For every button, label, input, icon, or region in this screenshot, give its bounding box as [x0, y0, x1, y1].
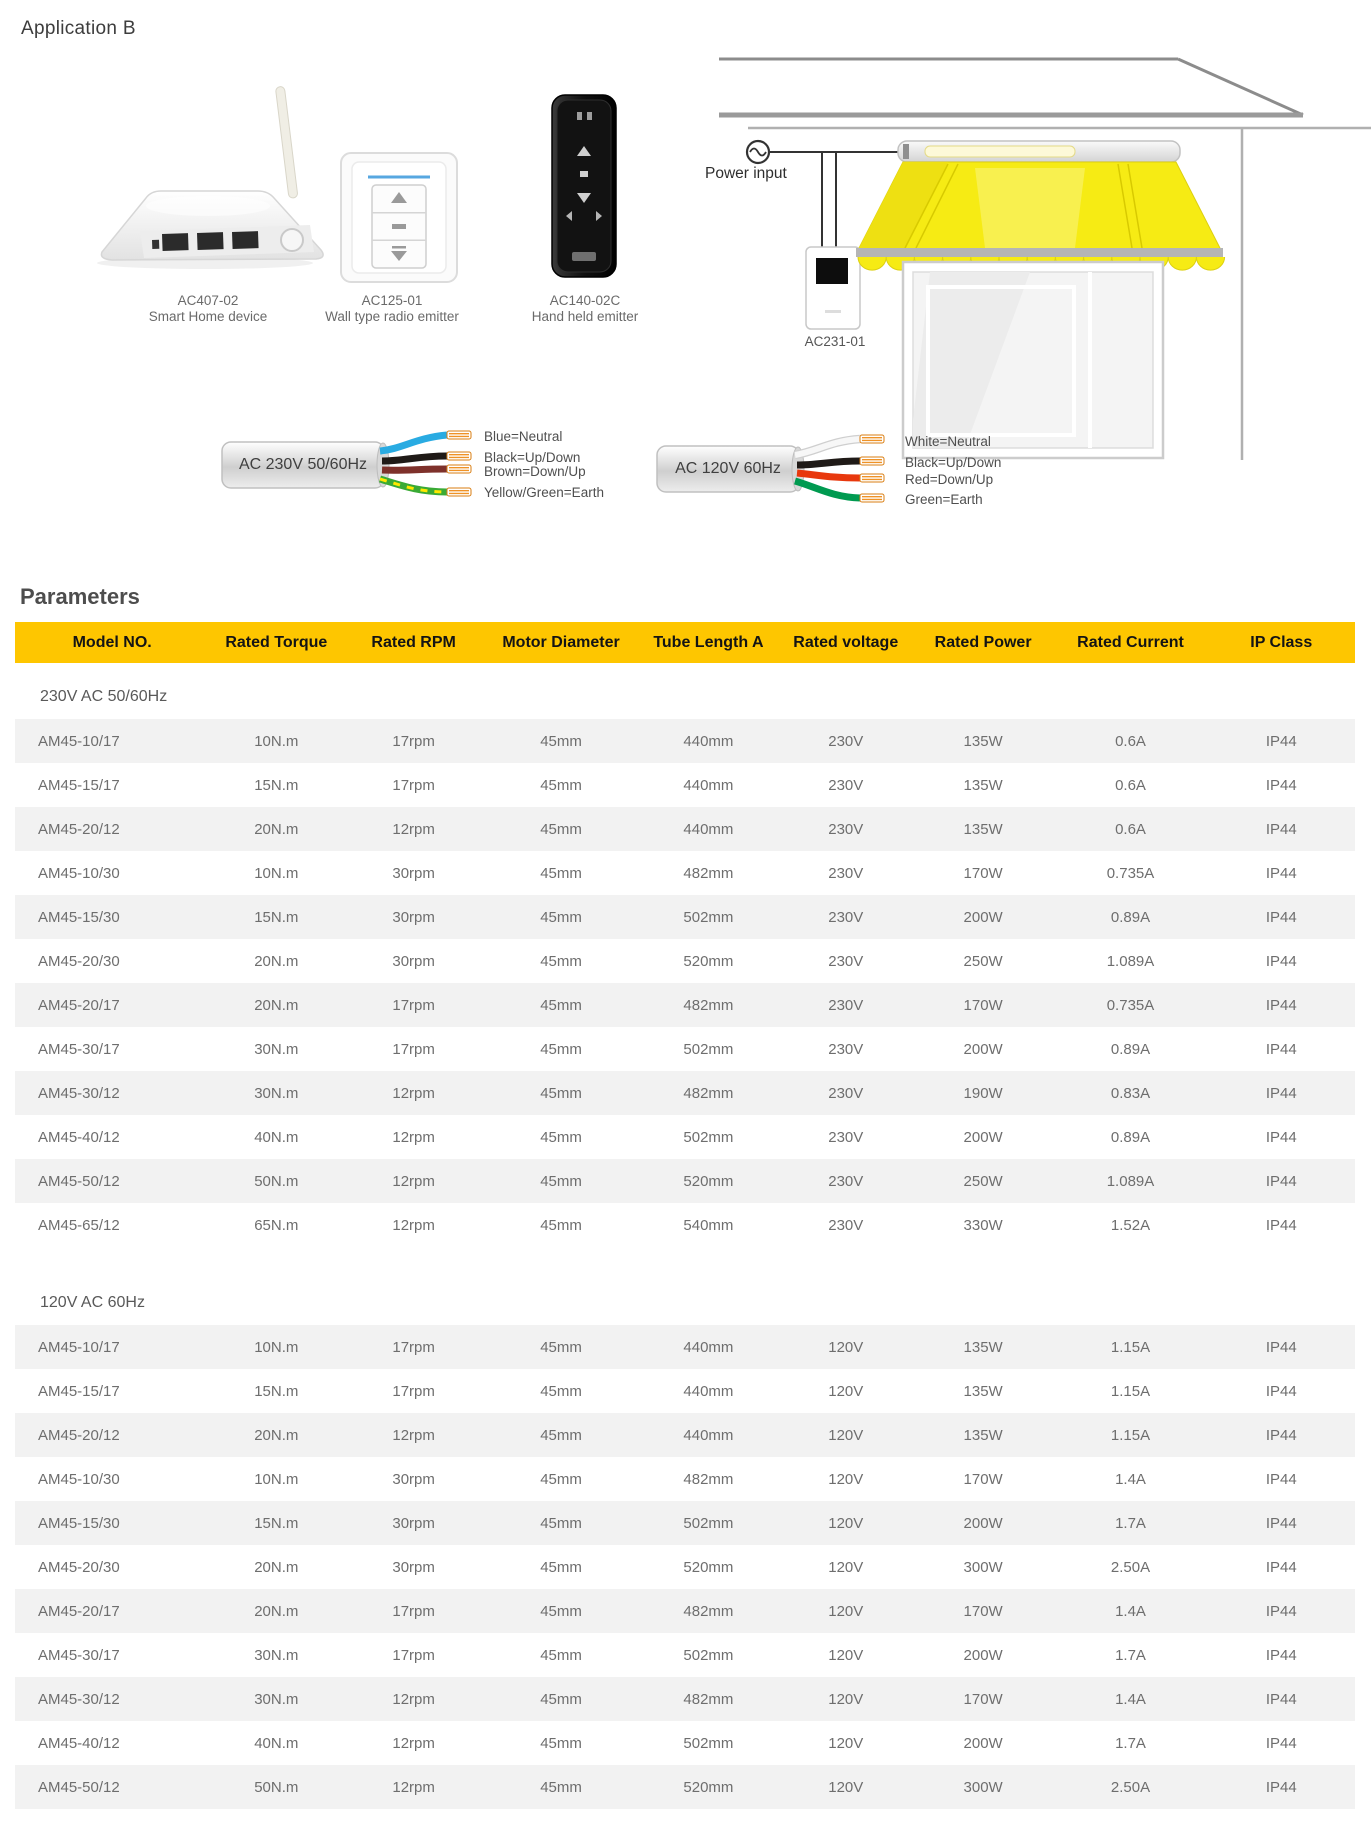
table-cell: 20N.m	[254, 820, 299, 838]
column-header: IP Class	[1250, 633, 1313, 651]
parameters-title: Parameters	[20, 584, 140, 609]
table-cell: 2.50A	[1110, 1778, 1151, 1796]
table-cell: 120V	[828, 1734, 864, 1752]
front-bar	[856, 248, 1223, 257]
table-cell: 200W	[963, 1514, 1003, 1532]
table-cell: 12rpm	[392, 1778, 435, 1796]
table-cell: 1.4A	[1115, 1602, 1146, 1620]
table-cell: 250W	[963, 952, 1003, 970]
table-row	[15, 895, 1355, 939]
table-cell: 30rpm	[392, 1558, 435, 1576]
table-cell: 45mm	[540, 1778, 582, 1796]
table-cell: IP44	[1265, 1128, 1297, 1146]
table-cell: 230V	[828, 776, 864, 794]
table-cell: 30N.m	[254, 1646, 299, 1664]
table-cell: 45mm	[540, 1084, 582, 1102]
table-cell: AM45-40/12	[38, 1734, 120, 1752]
table-row	[15, 1765, 1355, 1809]
table-cell: 230V	[828, 952, 864, 970]
table-cell: 30rpm	[392, 1514, 435, 1532]
table-cell: 30N.m	[254, 1040, 299, 1058]
table-cell: AM45-65/12	[38, 1216, 120, 1234]
table-cell: 20N.m	[254, 996, 299, 1014]
table-cell: 30rpm	[392, 952, 435, 970]
table-cell: 30rpm	[392, 1470, 435, 1488]
table-cell: IP44	[1265, 1778, 1297, 1796]
wire-yellow-green	[380, 479, 447, 492]
table-cell: 45mm	[540, 1172, 582, 1190]
table-row	[15, 1589, 1355, 1633]
table-cell: IP44	[1265, 996, 1297, 1014]
table-cell: 230V	[828, 1172, 864, 1190]
table-cell: 45mm	[540, 1734, 582, 1752]
table-row	[15, 1457, 1355, 1501]
table-cell: IP44	[1265, 1426, 1297, 1444]
table-cell: 45mm	[540, 1216, 582, 1234]
awning-canopy	[856, 162, 1225, 270]
table-cell: AM45-15/17	[38, 776, 120, 794]
wire-green	[795, 481, 860, 498]
table-cell: 120V	[828, 1558, 864, 1576]
table-cell: 300W	[963, 1778, 1003, 1796]
table-cell: 330W	[963, 1216, 1003, 1234]
table-cell: 17rpm	[392, 776, 435, 794]
product-desc: Hand held emitter	[531, 308, 639, 324]
table-cell: 230V	[828, 1128, 864, 1146]
table-cell: 1.4A	[1115, 1470, 1146, 1488]
table-cell: IP44	[1265, 1734, 1297, 1752]
wire-legend-120v	[905, 434, 1085, 514]
table-cell: 12rpm	[392, 1734, 435, 1752]
product-desc: Smart Home device	[148, 308, 268, 324]
table-cell: 1.7A	[1115, 1646, 1146, 1664]
table-cell: 230V	[828, 732, 864, 750]
table-cell: 502mm	[683, 1514, 734, 1532]
table-cell: 30rpm	[392, 908, 435, 926]
table-cell: 502mm	[683, 1040, 734, 1058]
table-cell: 45mm	[540, 1470, 582, 1488]
table-cell: AM45-30/12	[38, 1690, 120, 1708]
legend-item: Green=Earth	[905, 492, 983, 507]
column-header: Model NO.	[72, 633, 152, 651]
table-cell: IP44	[1265, 908, 1297, 926]
wall-emitter-image	[341, 153, 457, 282]
table-cell: 230V	[828, 820, 864, 838]
table-cell: IP44	[1265, 820, 1297, 838]
legend-item: Red=Down/Up	[905, 472, 994, 487]
product-caption	[292, 293, 492, 324]
table-cell: 200W	[963, 1734, 1003, 1752]
table-cell: IP44	[1265, 952, 1297, 970]
parameters-table-body	[15, 663, 1355, 1809]
column-header: Rated RPM	[371, 633, 456, 651]
table-cell: 20N.m	[254, 1426, 299, 1444]
table-cell: 200W	[963, 1128, 1003, 1146]
table-cell: 12rpm	[392, 1128, 435, 1146]
product-desc: Wall type radio emitter	[325, 308, 459, 324]
table-cell: 0.735A	[1106, 864, 1155, 882]
table-cell: 440mm	[683, 1426, 734, 1444]
column-header: Rated Current	[1077, 633, 1184, 651]
table-cell: IP44	[1265, 1470, 1297, 1488]
table-cell: 230V	[828, 1084, 864, 1102]
table-row	[15, 1545, 1355, 1589]
table-cell: 502mm	[683, 1128, 734, 1146]
table-row	[15, 1677, 1355, 1721]
table-section-title: 120V AC 60Hz	[40, 1294, 145, 1311]
table-row	[15, 1721, 1355, 1765]
table-cell: 120V	[828, 1514, 864, 1532]
table-row	[15, 1413, 1355, 1457]
controller-model-label: AC231-01	[804, 334, 866, 349]
table-cell: AM45-20/30	[38, 952, 120, 970]
table-cell: 17rpm	[392, 732, 435, 750]
table-cell: 10N.m	[254, 732, 299, 750]
table-cell: 40N.m	[254, 1128, 299, 1146]
table-cell: IP44	[1265, 1172, 1297, 1190]
table-cell: 0.83A	[1110, 1084, 1151, 1102]
wire-black	[382, 456, 447, 461]
product-model: AC140-02C	[549, 293, 621, 308]
table-row	[15, 719, 1355, 763]
table-cell: 520mm	[683, 1778, 734, 1796]
table-cell: 50N.m	[254, 1172, 299, 1190]
table-cell: 12rpm	[392, 1084, 435, 1102]
table-header-row	[15, 622, 1355, 663]
table-cell: 15N.m	[254, 1514, 299, 1532]
table-cell: 0.6A	[1115, 732, 1146, 750]
table-cell: AM45-10/30	[38, 864, 120, 882]
table-cell: 540mm	[683, 1216, 734, 1234]
table-cell: 230V	[828, 908, 864, 926]
legend-item: Brown=Down/Up	[484, 464, 586, 479]
column-header: Motor Diameter	[502, 633, 620, 651]
table-cell: 17rpm	[392, 996, 435, 1014]
table-cell: 482mm	[683, 1470, 734, 1488]
table-cell: 1.15A	[1110, 1426, 1151, 1444]
power-source-icon	[747, 141, 769, 163]
smart-home-device-image	[97, 86, 323, 269]
table-row	[15, 1501, 1355, 1545]
table-cell: 0.89A	[1110, 908, 1151, 926]
product-model: AC407-02	[177, 293, 239, 308]
table-row	[15, 1633, 1355, 1677]
table-cell: 170W	[963, 1470, 1003, 1488]
table-cell: IP44	[1265, 776, 1297, 794]
table-cell: 10N.m	[254, 864, 299, 882]
table-cell: 170W	[963, 864, 1003, 882]
table-cell: 120V	[828, 1338, 864, 1356]
table-cell: 2.50A	[1110, 1558, 1151, 1576]
table-cell: 120V	[828, 1602, 864, 1620]
table-cell: 482mm	[683, 996, 734, 1014]
table-cell: 1.15A	[1110, 1382, 1151, 1400]
table-cell: 200W	[963, 1646, 1003, 1664]
table-cell: 1.7A	[1115, 1734, 1146, 1752]
table-cell: IP44	[1265, 1382, 1297, 1400]
table-cell: 12rpm	[392, 1690, 435, 1708]
table-cell: 10N.m	[254, 1470, 299, 1488]
table-cell: 45mm	[540, 1040, 582, 1058]
table-cell: 15N.m	[254, 1382, 299, 1400]
table-cell: 502mm	[683, 1646, 734, 1664]
table-cell: 45mm	[540, 1338, 582, 1356]
table-cell: 1.089A	[1106, 952, 1155, 970]
column-header: Rated voltage	[793, 633, 899, 651]
table-cell: 200W	[963, 908, 1003, 926]
wire-black	[797, 461, 860, 465]
table-cell: 502mm	[683, 1734, 734, 1752]
table-cell: IP44	[1265, 1338, 1297, 1356]
table-cell: 230V	[828, 1216, 864, 1234]
table-row	[15, 1369, 1355, 1413]
column-header: Rated Torque	[225, 633, 328, 651]
table-cell: 230V	[828, 864, 864, 882]
table-cell: 120V	[828, 1690, 864, 1708]
table-cell: IP44	[1265, 1602, 1297, 1620]
table-cell: AM45-10/30	[38, 1470, 120, 1488]
table-cell: 30N.m	[254, 1690, 299, 1708]
table-cell: 135W	[963, 732, 1003, 750]
column-header: Rated Power	[934, 633, 1032, 651]
table-cell: 40N.m	[254, 1734, 299, 1752]
table-cell: 520mm	[683, 1558, 734, 1576]
table-cell: AM45-10/17	[38, 732, 120, 750]
table-row	[15, 983, 1355, 1027]
table-cell: IP44	[1265, 864, 1297, 882]
table-cell: AM45-20/30	[38, 1558, 120, 1576]
table-cell: 1.4A	[1115, 1690, 1146, 1708]
table-cell: 170W	[963, 1690, 1003, 1708]
table-cell: 20N.m	[254, 1558, 299, 1576]
table-cell: AM45-20/12	[38, 820, 120, 838]
table-cell: 12rpm	[392, 1172, 435, 1190]
table-cell: 45mm	[540, 952, 582, 970]
product-caption	[108, 293, 308, 324]
table-row	[15, 939, 1355, 983]
table-cell: 520mm	[683, 952, 734, 970]
table-cell: 45mm	[540, 908, 582, 926]
table-cell: 135W	[963, 1382, 1003, 1400]
table-cell: 50N.m	[254, 1778, 299, 1796]
table-cell: IP44	[1265, 1514, 1297, 1532]
table-cell: AM45-50/12	[38, 1778, 120, 1796]
table-cell: AM45-15/17	[38, 1382, 120, 1400]
table-cell: 230V	[828, 996, 864, 1014]
table-cell: 482mm	[683, 864, 734, 882]
table-cell: 45mm	[540, 1646, 582, 1664]
awning-diagram	[590, 40, 1371, 470]
table-row	[15, 763, 1355, 807]
table-cell: AM45-50/12	[38, 1172, 120, 1190]
table-cell: 15N.m	[254, 908, 299, 926]
table-cell: 30rpm	[392, 864, 435, 882]
product-model: AC125-01	[361, 293, 423, 308]
table-cell: 120V	[828, 1470, 864, 1488]
table-cell: 45mm	[540, 1382, 582, 1400]
table-cell: 45mm	[540, 1514, 582, 1532]
table-cell: 45mm	[540, 864, 582, 882]
table-cell: 170W	[963, 996, 1003, 1014]
table-cell: IP44	[1265, 1646, 1297, 1664]
table-cell: 20N.m	[254, 952, 299, 970]
table-cell: 482mm	[683, 1602, 734, 1620]
table-cell: AM45-30/12	[38, 1084, 120, 1102]
table-cell: 440mm	[683, 1338, 734, 1356]
legend-item: Yellow/Green=Earth	[484, 485, 604, 500]
table-cell: 440mm	[683, 732, 734, 750]
table-cell: 1.089A	[1106, 1172, 1155, 1190]
table-cell: AM45-15/30	[38, 1514, 120, 1532]
table-cell: 17rpm	[392, 1040, 435, 1058]
table-cell: 190W	[963, 1084, 1003, 1102]
table-cell: 300W	[963, 1558, 1003, 1576]
table-cell: 482mm	[683, 1690, 734, 1708]
table-section-title: 230V AC 50/60Hz	[40, 688, 168, 705]
table-cell: 17rpm	[392, 1338, 435, 1356]
stop-icon	[392, 224, 406, 229]
table-cell: 1.15A	[1110, 1338, 1151, 1356]
table-cell: 440mm	[683, 820, 734, 838]
wire-brown	[382, 469, 447, 470]
table-row	[15, 851, 1355, 895]
table-cell: 45mm	[540, 1426, 582, 1444]
wire-red	[797, 473, 860, 478]
table-cell: 0.735A	[1106, 996, 1155, 1014]
table-cell: AM45-40/12	[38, 1128, 120, 1146]
table-cell: IP44	[1265, 1558, 1297, 1576]
table-cell: 17rpm	[392, 1602, 435, 1620]
wire-tips	[447, 431, 471, 496]
table-cell: 45mm	[540, 820, 582, 838]
table-cell: 12rpm	[392, 820, 435, 838]
table-row	[15, 1027, 1355, 1071]
cable-voltage-label: AC 120V 60Hz	[675, 460, 781, 477]
table-cell: 0.6A	[1115, 820, 1146, 838]
table-cell: 440mm	[683, 1382, 734, 1400]
parameters-table	[15, 622, 1355, 1809]
table-cell: 440mm	[683, 776, 734, 794]
stop-icon	[580, 171, 588, 177]
table-cell: IP44	[1265, 1690, 1297, 1708]
table-cell: 250W	[963, 1172, 1003, 1190]
table-cell: 0.89A	[1110, 1040, 1151, 1058]
table-row	[15, 1159, 1355, 1203]
table-cell: AM45-30/17	[38, 1040, 120, 1058]
table-cell: 45mm	[540, 1128, 582, 1146]
table-cell: 45mm	[540, 732, 582, 750]
table-cell: 120V	[828, 1382, 864, 1400]
table-cell: 135W	[963, 820, 1003, 838]
table-cell: IP44	[1265, 732, 1297, 750]
table-cell: 120V	[828, 1778, 864, 1796]
wire-tips	[860, 435, 884, 502]
legend-item: Black=Up/Down	[905, 455, 1002, 470]
table-cell: 135W	[963, 1338, 1003, 1356]
legend-item: Blue=Neutral	[484, 429, 563, 444]
table-cell: 135W	[963, 776, 1003, 794]
controller-box	[806, 247, 860, 329]
cable-voltage-label: AC 230V 50/60Hz	[238, 456, 368, 473]
product-images	[60, 60, 640, 290]
table-cell: 15N.m	[254, 776, 299, 794]
table-cell: 230V	[828, 1040, 864, 1058]
table-cell: AM45-30/17	[38, 1646, 120, 1664]
table-row	[15, 807, 1355, 851]
power-input-label: Power input	[705, 165, 787, 182]
table-cell: 1.52A	[1110, 1216, 1151, 1234]
table-row	[15, 1115, 1355, 1159]
table-cell: 200W	[963, 1040, 1003, 1058]
table-cell: 135W	[963, 1426, 1003, 1444]
table-cell: AM45-10/17	[38, 1338, 120, 1356]
table-cell: 45mm	[540, 996, 582, 1014]
table-cell: 65N.m	[254, 1216, 299, 1234]
legend-item: White=Neutral	[905, 434, 991, 449]
table-cell: 45mm	[540, 1558, 582, 1576]
table-row	[15, 1071, 1355, 1115]
legend-item: Black=Up/Down	[484, 450, 581, 465]
table-cell: 0.6A	[1115, 776, 1146, 794]
wire-legend-230v	[484, 429, 664, 509]
table-cell: 482mm	[683, 1084, 734, 1102]
table-cell: 12rpm	[392, 1216, 435, 1234]
table-cell: 30N.m	[254, 1084, 299, 1102]
table-cell: 20N.m	[254, 1602, 299, 1620]
awning-cassette	[898, 141, 1180, 162]
table-row	[15, 1325, 1355, 1369]
table-cell: AM45-15/30	[38, 908, 120, 926]
column-header: Tube Length A	[653, 633, 764, 651]
table-cell: 12rpm	[392, 1426, 435, 1444]
wire-blue	[380, 435, 447, 451]
table-cell: IP44	[1265, 1216, 1297, 1234]
table-cell: 17rpm	[392, 1646, 435, 1664]
table-cell: 45mm	[540, 776, 582, 794]
table-cell: 10N.m	[254, 1338, 299, 1356]
table-cell: 502mm	[683, 908, 734, 926]
table-cell: AM45-20/17	[38, 1602, 120, 1620]
table-cell: 170W	[963, 1602, 1003, 1620]
table-cell: 0.89A	[1110, 1128, 1151, 1146]
table-cell: IP44	[1265, 1084, 1297, 1102]
table-cell: 1.7A	[1115, 1514, 1146, 1532]
table-cell: 520mm	[683, 1172, 734, 1190]
table-cell: 45mm	[540, 1602, 582, 1620]
table-cell: 120V	[828, 1646, 864, 1664]
table-cell: AM45-20/12	[38, 1426, 120, 1444]
table-cell: 120V	[828, 1426, 864, 1444]
table-cell: 17rpm	[392, 1382, 435, 1400]
table-cell: AM45-20/17	[38, 996, 120, 1014]
table-cell: 45mm	[540, 1690, 582, 1708]
page-title: Application B	[21, 18, 136, 39]
table-cell: IP44	[1265, 1040, 1297, 1058]
table-row	[15, 1203, 1355, 1247]
